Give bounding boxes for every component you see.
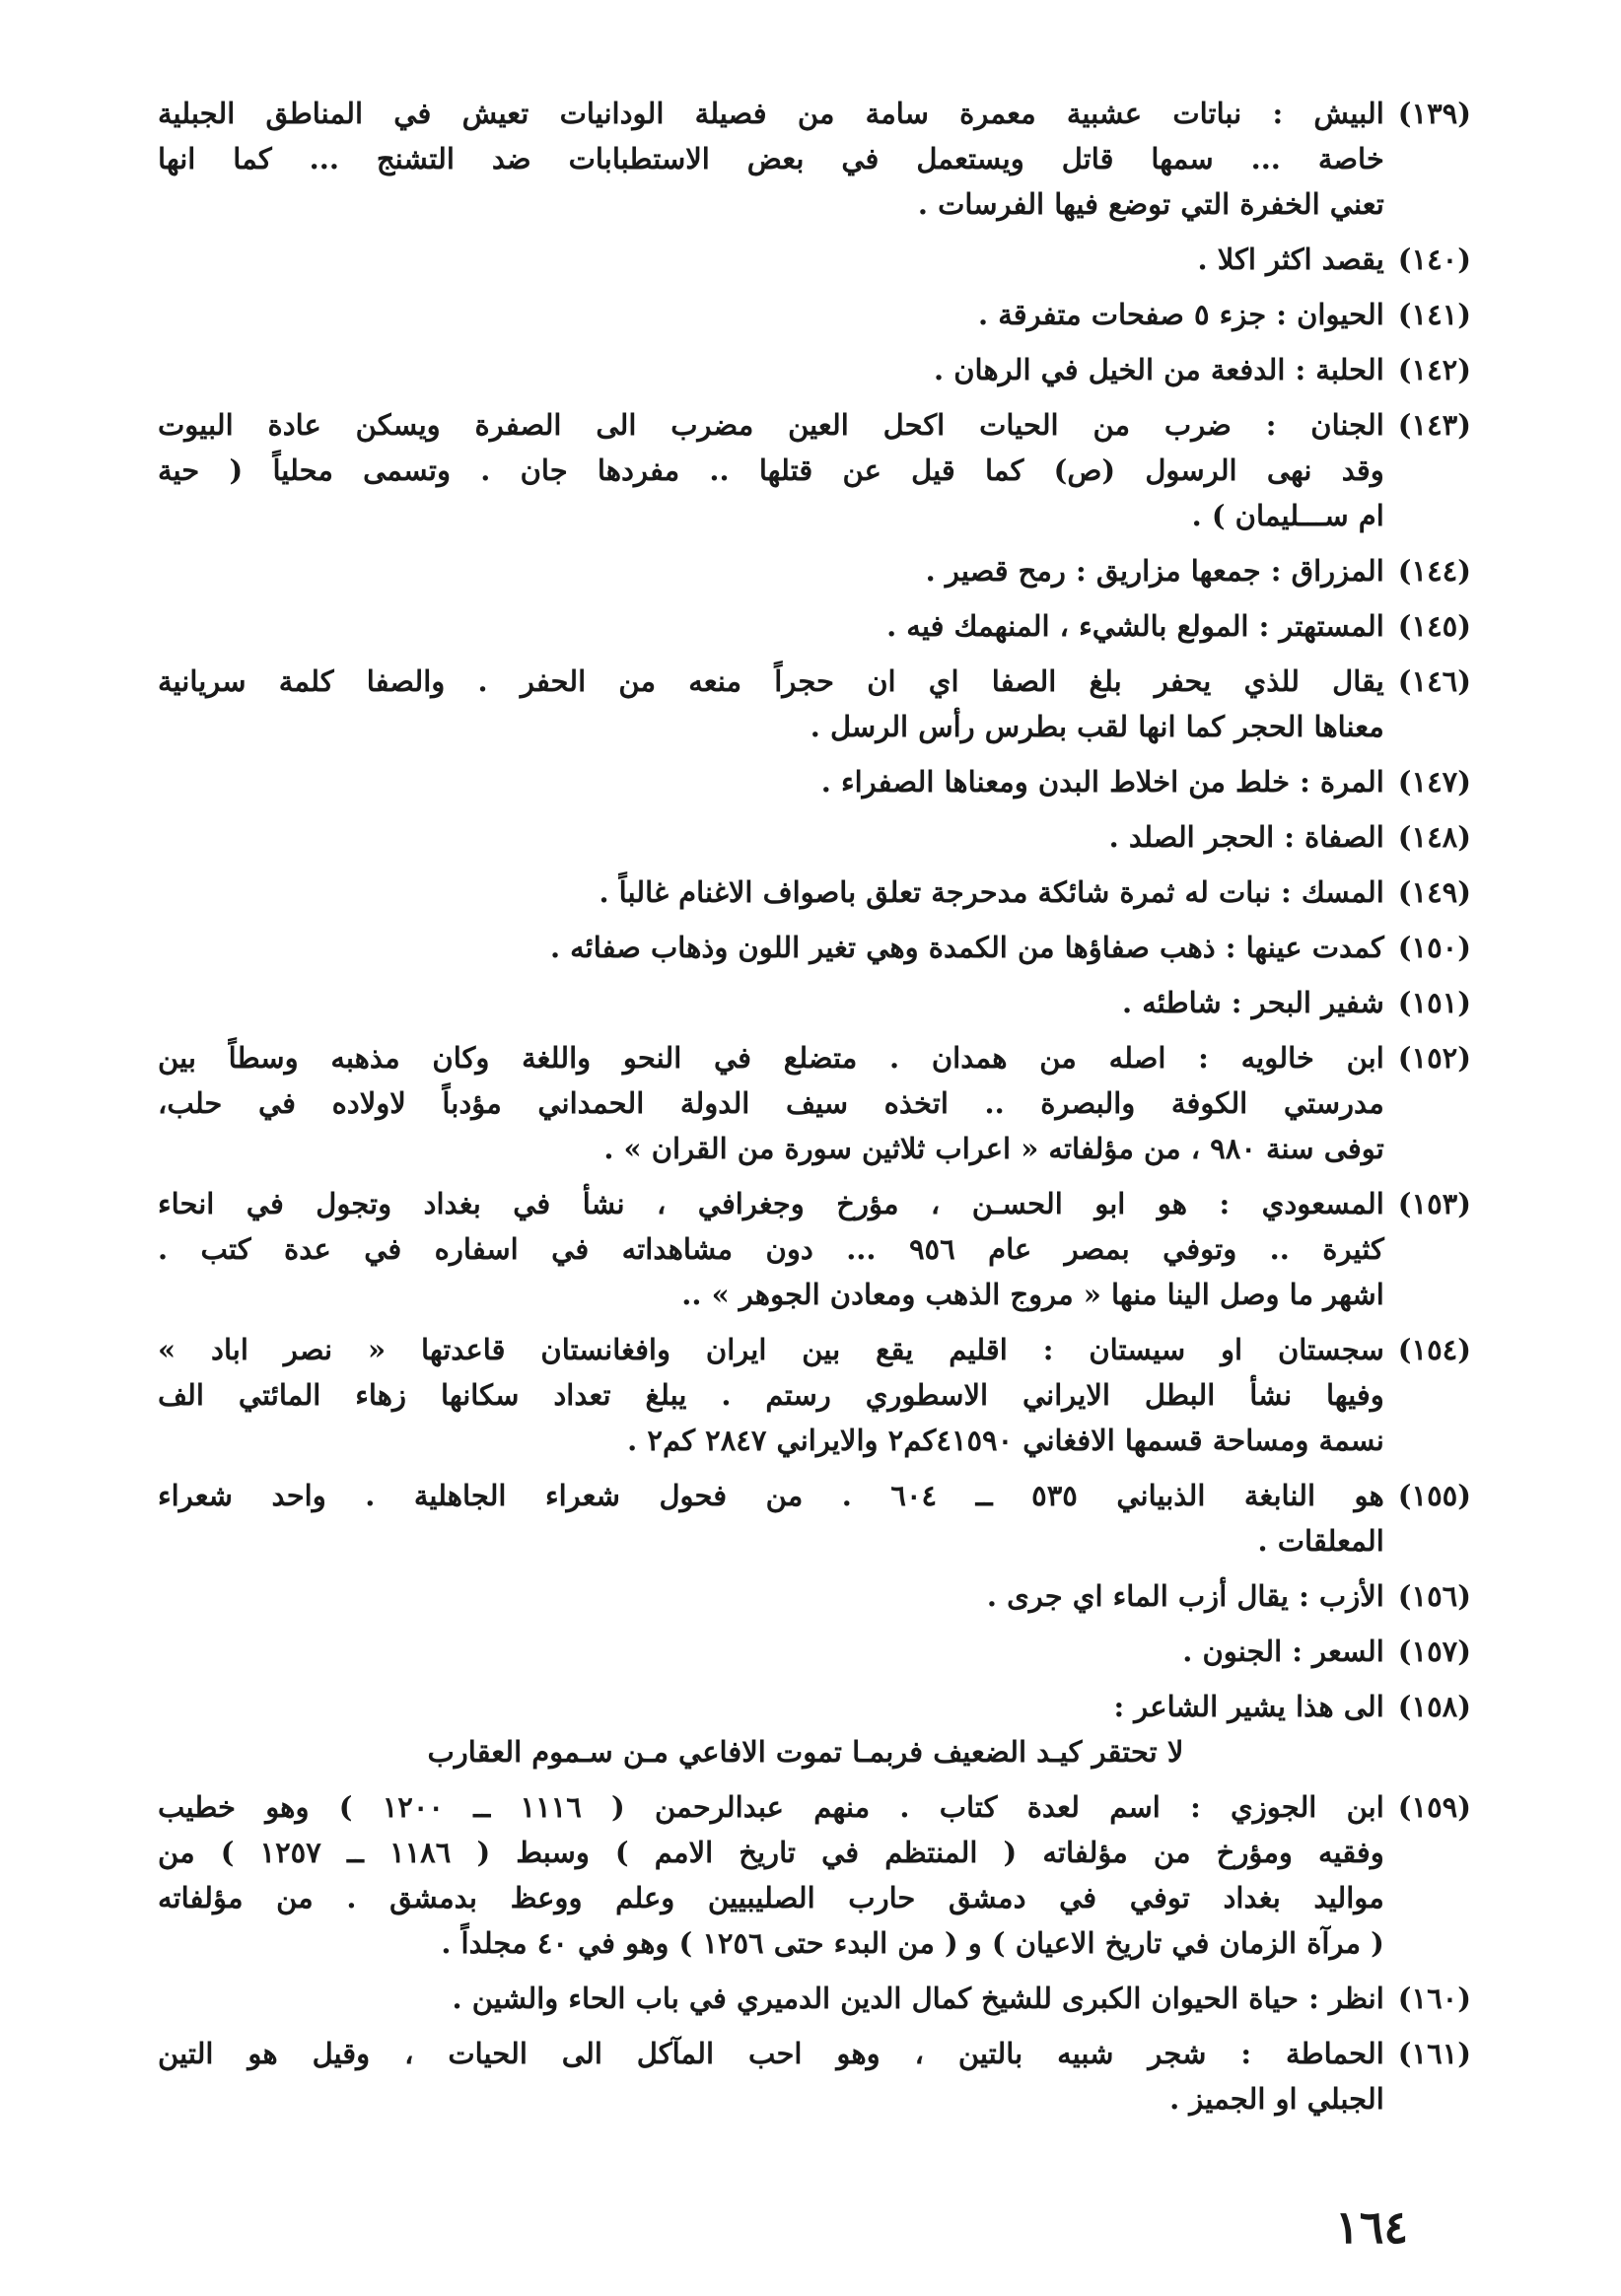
footnote [158, 603, 1471, 649]
footnote-line: ابن الجوزي : اسم لعدة كتاب . منهم عبدالرحمن ( ١١١٦ ــ ١٢٠٠ ) وهو خطيب [158, 1790, 1384, 1824]
footnote-line: نسمة ومساحة قسمها الافغاني ٤١٥٩٠كم٢ والايراني ٢٨٤٧ كم٢ . [627, 1424, 1384, 1457]
footnote-text [158, 1181, 1384, 1317]
footnote-text [158, 91, 1384, 227]
footnote-text [158, 1327, 1384, 1463]
footnote-line: يقال للذي يحفر بلغ الصفا اي ان حجراً منعه من الحفر . والصفا كلمة سريانية [158, 664, 1384, 698]
footnote-text [158, 1976, 1384, 2021]
footnote-text [158, 237, 1384, 282]
footnote-text [158, 548, 1384, 593]
footnote-line: وفيها نشأ البطل الايراني الاسطوري رستم . يبلغ تعداد سكانها زهاء المائتي الف [158, 1378, 1384, 1412]
footnote-line: توفى سنة ٩٨٠ ، من مؤلفاته « اعراب ثلاثين سورة من القران » . [603, 1132, 1384, 1165]
footnote-text [158, 925, 1384, 970]
footnote-line: المسك : نبات له ثمرة شائكة مدحرجة تعلق باصواف الاغنام غالباً . [599, 875, 1384, 909]
footnote-text [158, 870, 1384, 915]
poetry-verse: لا تحتقر كيـد الضعيف فربمـا تموت الافاعي مـن سـموم العقارب [427, 1735, 1184, 1769]
footnote-line: الحماطة : شجر شبيه بالتين ، وهو احب المآكل الى الحيات ، وقيل هو التين [158, 2037, 1384, 2070]
footnote-text [158, 759, 1384, 804]
footnote-text [158, 603, 1384, 649]
footnote [158, 659, 1471, 749]
footnote-line: البيش : نباتات عشبية معمرة سامة من فصيلة الودانيات تعيش في المناطق الجبلية [158, 97, 1384, 130]
footnote-number: (١٦١) [1397, 2037, 1471, 2070]
footnote [158, 237, 1471, 282]
footnote-number: (١٥٧) [1397, 1635, 1471, 1668]
footnote-line: خاصة ... سمها قاتل ويستعمل في بعض الاستطبابات ضد التشنج ... كما انها [158, 142, 1384, 175]
footnote [158, 292, 1471, 337]
footnote-number: (١٥٠) [1397, 931, 1471, 964]
footnote-line: انظر : حياة الحيوان الكبرى للشيخ كمال الدين الدميري في باب الحاء والشين . [452, 1982, 1384, 2015]
footnote [158, 1684, 1471, 1774]
footnote-number: (١٥٣) [1397, 1187, 1471, 1220]
footnote-text [158, 1684, 1384, 1774]
footnote-line: شفير البحر : شاطئه . [1122, 986, 1384, 1019]
footnote-line: الجنان : ضرب من الحيات اكحل العين مضرب الى الصفرة ويسكن عادة البيوت [158, 408, 1384, 442]
footnote-line: ام ســـليمان ) . [1191, 499, 1384, 532]
footnote-number: (١٥٤) [1397, 1333, 1471, 1366]
footnote-line: معناها الحجر كما انها لقب بطرس رأس الرسل . [810, 710, 1384, 743]
footnote [158, 1573, 1471, 1619]
footnote [158, 91, 1471, 227]
footnote-line: المستهتر : المولع بالشيء ، المنهمك فيه . [886, 609, 1384, 643]
footnote [158, 1784, 1471, 1966]
footnote [158, 925, 1471, 970]
footnote-text [158, 1473, 1384, 1564]
footnote-line: الصفاة : الحجر الصلد . [1108, 820, 1384, 854]
footnote-number: (١٥٢) [1397, 1041, 1471, 1075]
footnote-number: (١٥٩) [1397, 1790, 1471, 1824]
footnote-text [158, 1573, 1384, 1619]
footnote [158, 1473, 1471, 1564]
footnote-line: وفقيه ومؤرخ من مؤلفاته ( المنتظم في تاريخ الامم ) وسبط ( ١١٨٦ ــ ١٢٥٧ ) من [158, 1836, 1384, 1869]
footnote-number: (١٤٣) [1397, 408, 1471, 442]
footnote-number: (١٥١) [1397, 986, 1471, 1019]
footnote-line: كثيرة .. وتوفي بمصر عام ٩٥٦ ... دون مشاهداته في اسفاره في عدة كتب . [158, 1232, 1384, 1266]
footnote-line: المزراق : جمعها مزاريق : رمح قصير . [925, 554, 1384, 588]
footnote [158, 814, 1471, 860]
footnote [158, 1035, 1471, 1171]
footnote-number: (١٤٨) [1397, 820, 1471, 854]
footnote-text [158, 402, 1384, 538]
footnote [158, 759, 1471, 804]
footnote [158, 870, 1471, 915]
footnote-line: المعلقات . [1257, 1524, 1384, 1558]
footnote-line: هو النابغة الذبياني ٥٣٥ ــ ٦٠٤ . من فحول شعراء الجاهلية . واحد شعراء [158, 1479, 1384, 1512]
footnote-line: السعر : الجنون . [1182, 1635, 1384, 1668]
footnote-text [158, 2031, 1384, 2122]
footnote-number: (١٤٩) [1397, 875, 1471, 909]
footnote-number: (١٤٥) [1397, 609, 1471, 643]
footnote [158, 980, 1471, 1025]
footnote [158, 2031, 1471, 2122]
footnote-line: كمدت عينها : ذهب صفاؤها من الكمدة وهي تغير اللون وذهاب صفائه . [549, 931, 1384, 964]
footnote-text [158, 980, 1384, 1025]
footnote-text [158, 1035, 1384, 1171]
footnote-number: (١٣٩) [1397, 97, 1471, 130]
footnote-line: وقد نهى الرسول (ص) كما قيل عن قتلها .. مفردها جان . وتسمى محلياً ( حية [158, 453, 1384, 487]
footnote-number: (١٤٠) [1397, 243, 1471, 276]
footnote-line: المسعودي : هو ابو الحسـن ، مؤرخ وجغرافي ، نشأ في بغداد وتجول في انحاء [158, 1187, 1384, 1220]
page-number: ١٦٤ [1335, 2200, 1409, 2254]
footnote-number: (١٤٢) [1397, 353, 1471, 386]
footnote-line: الى هذا يشير الشاعر : [1113, 1690, 1384, 1723]
footnote [158, 1327, 1471, 1463]
footnote-number: (١٦٠) [1397, 1982, 1471, 2015]
footnote [158, 402, 1471, 538]
footnote-line: مواليد بغداد توفي في دمشق حارب الصليبيين وعلم ووعظ بدمشق . من مؤلفاته [158, 1881, 1384, 1914]
footnote-line: يقصد اكثر اكلا . [1197, 243, 1384, 276]
footnote-text [158, 814, 1384, 860]
footnote-text [158, 659, 1384, 749]
footnote [158, 1181, 1471, 1317]
footnote-line: ابن خالويه : اصله من همدان . متضلع في النحو واللغة وكان مذهبه وسطاً بين [158, 1041, 1384, 1075]
footnote-number: (١٤٦) [1397, 664, 1471, 698]
footnote [158, 548, 1471, 593]
footnote [158, 1976, 1471, 2021]
footnote [158, 1629, 1471, 1674]
footnote-number: (١٤١) [1397, 298, 1471, 331]
footnote-line: المرة : خلط من اخلاط البدن ومعناها الصفراء . [820, 765, 1384, 799]
footnote [158, 347, 1471, 392]
footnote-line: مدرستي الكوفة والبصرة .. اتخذه سيف الدولة الحمداني مؤدباً لاولاده في حلب، [158, 1086, 1384, 1120]
footnote-line: اشهر ما وصل الينا منها « مروج الذهب ومعادن الجوهر » .. [681, 1278, 1384, 1311]
footnote-number: (١٥٦) [1397, 1579, 1471, 1613]
footnote-line: الحلبة : الدفعة من الخيل في الرهان . [934, 353, 1384, 386]
footnotes-list [158, 91, 1471, 2131]
footnote-number: (١٤٧) [1397, 765, 1471, 799]
footnote-number: (١٥٥) [1397, 1479, 1471, 1512]
footnote-line: الجبلي او الجميز . [1169, 2082, 1384, 2116]
footnote-number: (١٥٨) [1397, 1690, 1471, 1723]
footnote-text [158, 1629, 1384, 1674]
footnote-line: ( مرآة الزمان في تاريخ الاعيان ) و ( من البدء حتى ١٢٥٦ ) وهو في ٤٠ مجلداً . [441, 1926, 1384, 1960]
footnote-text [158, 347, 1384, 392]
footnote-line: تعني الخفرة التي توضع فيها الفرسات . [917, 187, 1384, 221]
footnote-line: الحيوان : جزء ٥ صفحات متفرقة . [978, 298, 1384, 331]
footnote-line: سجستان او سيستان : اقليم يقع بين ايران وافغانستان قاعدتها « نصر اباد » [158, 1333, 1384, 1366]
footnote-text [158, 1784, 1384, 1966]
footnote-line: الأزب : يقال أزب الماء اي جرى . [986, 1579, 1384, 1613]
footnote-number: (١٤٤) [1397, 554, 1471, 588]
footnote-text [158, 292, 1384, 337]
